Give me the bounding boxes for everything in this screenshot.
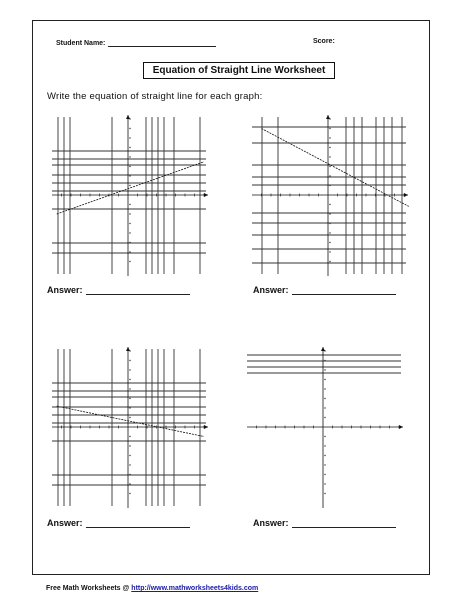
y-tick — [329, 261, 330, 262]
y-tick — [324, 445, 325, 446]
y-tick — [324, 407, 325, 408]
answer-2 — [253, 285, 396, 295]
graph-1-svg — [50, 113, 210, 278]
y-tick — [129, 445, 130, 446]
x-axis-arrow — [399, 425, 403, 429]
y-tick — [129, 474, 130, 475]
y-tick — [129, 147, 130, 148]
y-tick — [129, 223, 130, 224]
student-name-field — [56, 38, 216, 47]
graph-2-svg — [250, 113, 410, 278]
footer-link[interactable]: http://www.mathworksheets4kids.com — [131, 585, 259, 592]
answer-1 — [47, 285, 190, 295]
graph-4 — [245, 345, 405, 510]
y-tick — [324, 455, 325, 456]
score-label: Score: — [313, 38, 335, 45]
plotted-line — [57, 406, 204, 436]
y-tick — [329, 147, 330, 148]
answer-1-label: Answer: — [47, 285, 83, 295]
y-tick — [324, 398, 325, 399]
graph-3-svg — [50, 345, 210, 510]
instructions: Write the equation of straight line for each graph: — [47, 91, 263, 102]
footer-prefix: Free Math Worksheets @ — [46, 585, 130, 592]
y-tick — [324, 493, 325, 494]
y-tick — [129, 369, 130, 370]
y-tick — [129, 455, 130, 456]
y-tick — [324, 388, 325, 389]
graph-4-svg — [245, 345, 405, 510]
answer-3 — [47, 518, 190, 528]
y-tick — [329, 232, 330, 233]
y-tick — [129, 493, 130, 494]
y-axis-arrow — [126, 115, 130, 119]
y-tick — [129, 483, 130, 484]
answer-4-label: Answer: — [253, 518, 289, 528]
y-tick — [329, 166, 330, 167]
y-tick — [324, 379, 325, 380]
y-tick — [329, 185, 330, 186]
y-tick — [129, 128, 130, 129]
y-tick — [329, 204, 330, 205]
y-tick — [129, 232, 130, 233]
y-tick — [329, 242, 330, 243]
answer-2-label: Answer: — [253, 285, 289, 295]
y-tick — [324, 436, 325, 437]
y-tick — [324, 464, 325, 465]
graph-2 — [250, 113, 410, 278]
answer-4-line[interactable] — [292, 518, 396, 528]
y-tick — [129, 156, 130, 157]
x-axis-arrow — [204, 193, 208, 197]
y-tick — [129, 379, 130, 380]
answer-4 — [253, 518, 396, 528]
y-axis-arrow — [321, 347, 325, 351]
y-tick — [329, 137, 330, 138]
y-tick — [329, 251, 330, 252]
y-tick — [129, 204, 130, 205]
answer-3-label: Answer: — [47, 518, 83, 528]
y-tick — [129, 407, 130, 408]
y-tick — [329, 223, 330, 224]
y-tick — [129, 251, 130, 252]
graph-3 — [50, 345, 210, 510]
x-axis-arrow — [204, 425, 208, 429]
y-tick — [129, 261, 130, 262]
y-tick — [324, 474, 325, 475]
y-axis-arrow — [326, 115, 330, 119]
y-axis-arrow — [126, 347, 130, 351]
y-tick — [324, 369, 325, 370]
y-tick — [129, 137, 130, 138]
footer — [46, 585, 258, 592]
y-tick — [324, 360, 325, 361]
worksheet-title: Equation of Straight Line Worksheet — [143, 62, 335, 79]
y-tick — [129, 417, 130, 418]
answer-1-line[interactable] — [86, 285, 190, 295]
score-field — [313, 38, 335, 45]
x-axis-arrow — [404, 193, 408, 197]
y-tick — [129, 213, 130, 214]
plotted-line — [57, 162, 204, 214]
student-name-line[interactable] — [108, 38, 216, 47]
student-name-label: Student Name: — [56, 40, 106, 47]
y-tick — [129, 166, 130, 167]
y-tick — [329, 175, 330, 176]
y-tick — [129, 360, 130, 361]
y-tick — [129, 388, 130, 389]
answer-3-line[interactable] — [86, 518, 190, 528]
y-tick — [129, 185, 130, 186]
y-tick — [324, 417, 325, 418]
y-tick — [129, 436, 130, 437]
y-tick — [129, 464, 130, 465]
y-tick — [329, 128, 330, 129]
y-tick — [129, 398, 130, 399]
y-tick — [129, 175, 130, 176]
answer-2-line[interactable] — [292, 285, 396, 295]
graph-1 — [50, 113, 210, 278]
y-tick — [329, 213, 330, 214]
y-tick — [324, 483, 325, 484]
y-tick — [329, 156, 330, 157]
y-tick — [129, 242, 130, 243]
